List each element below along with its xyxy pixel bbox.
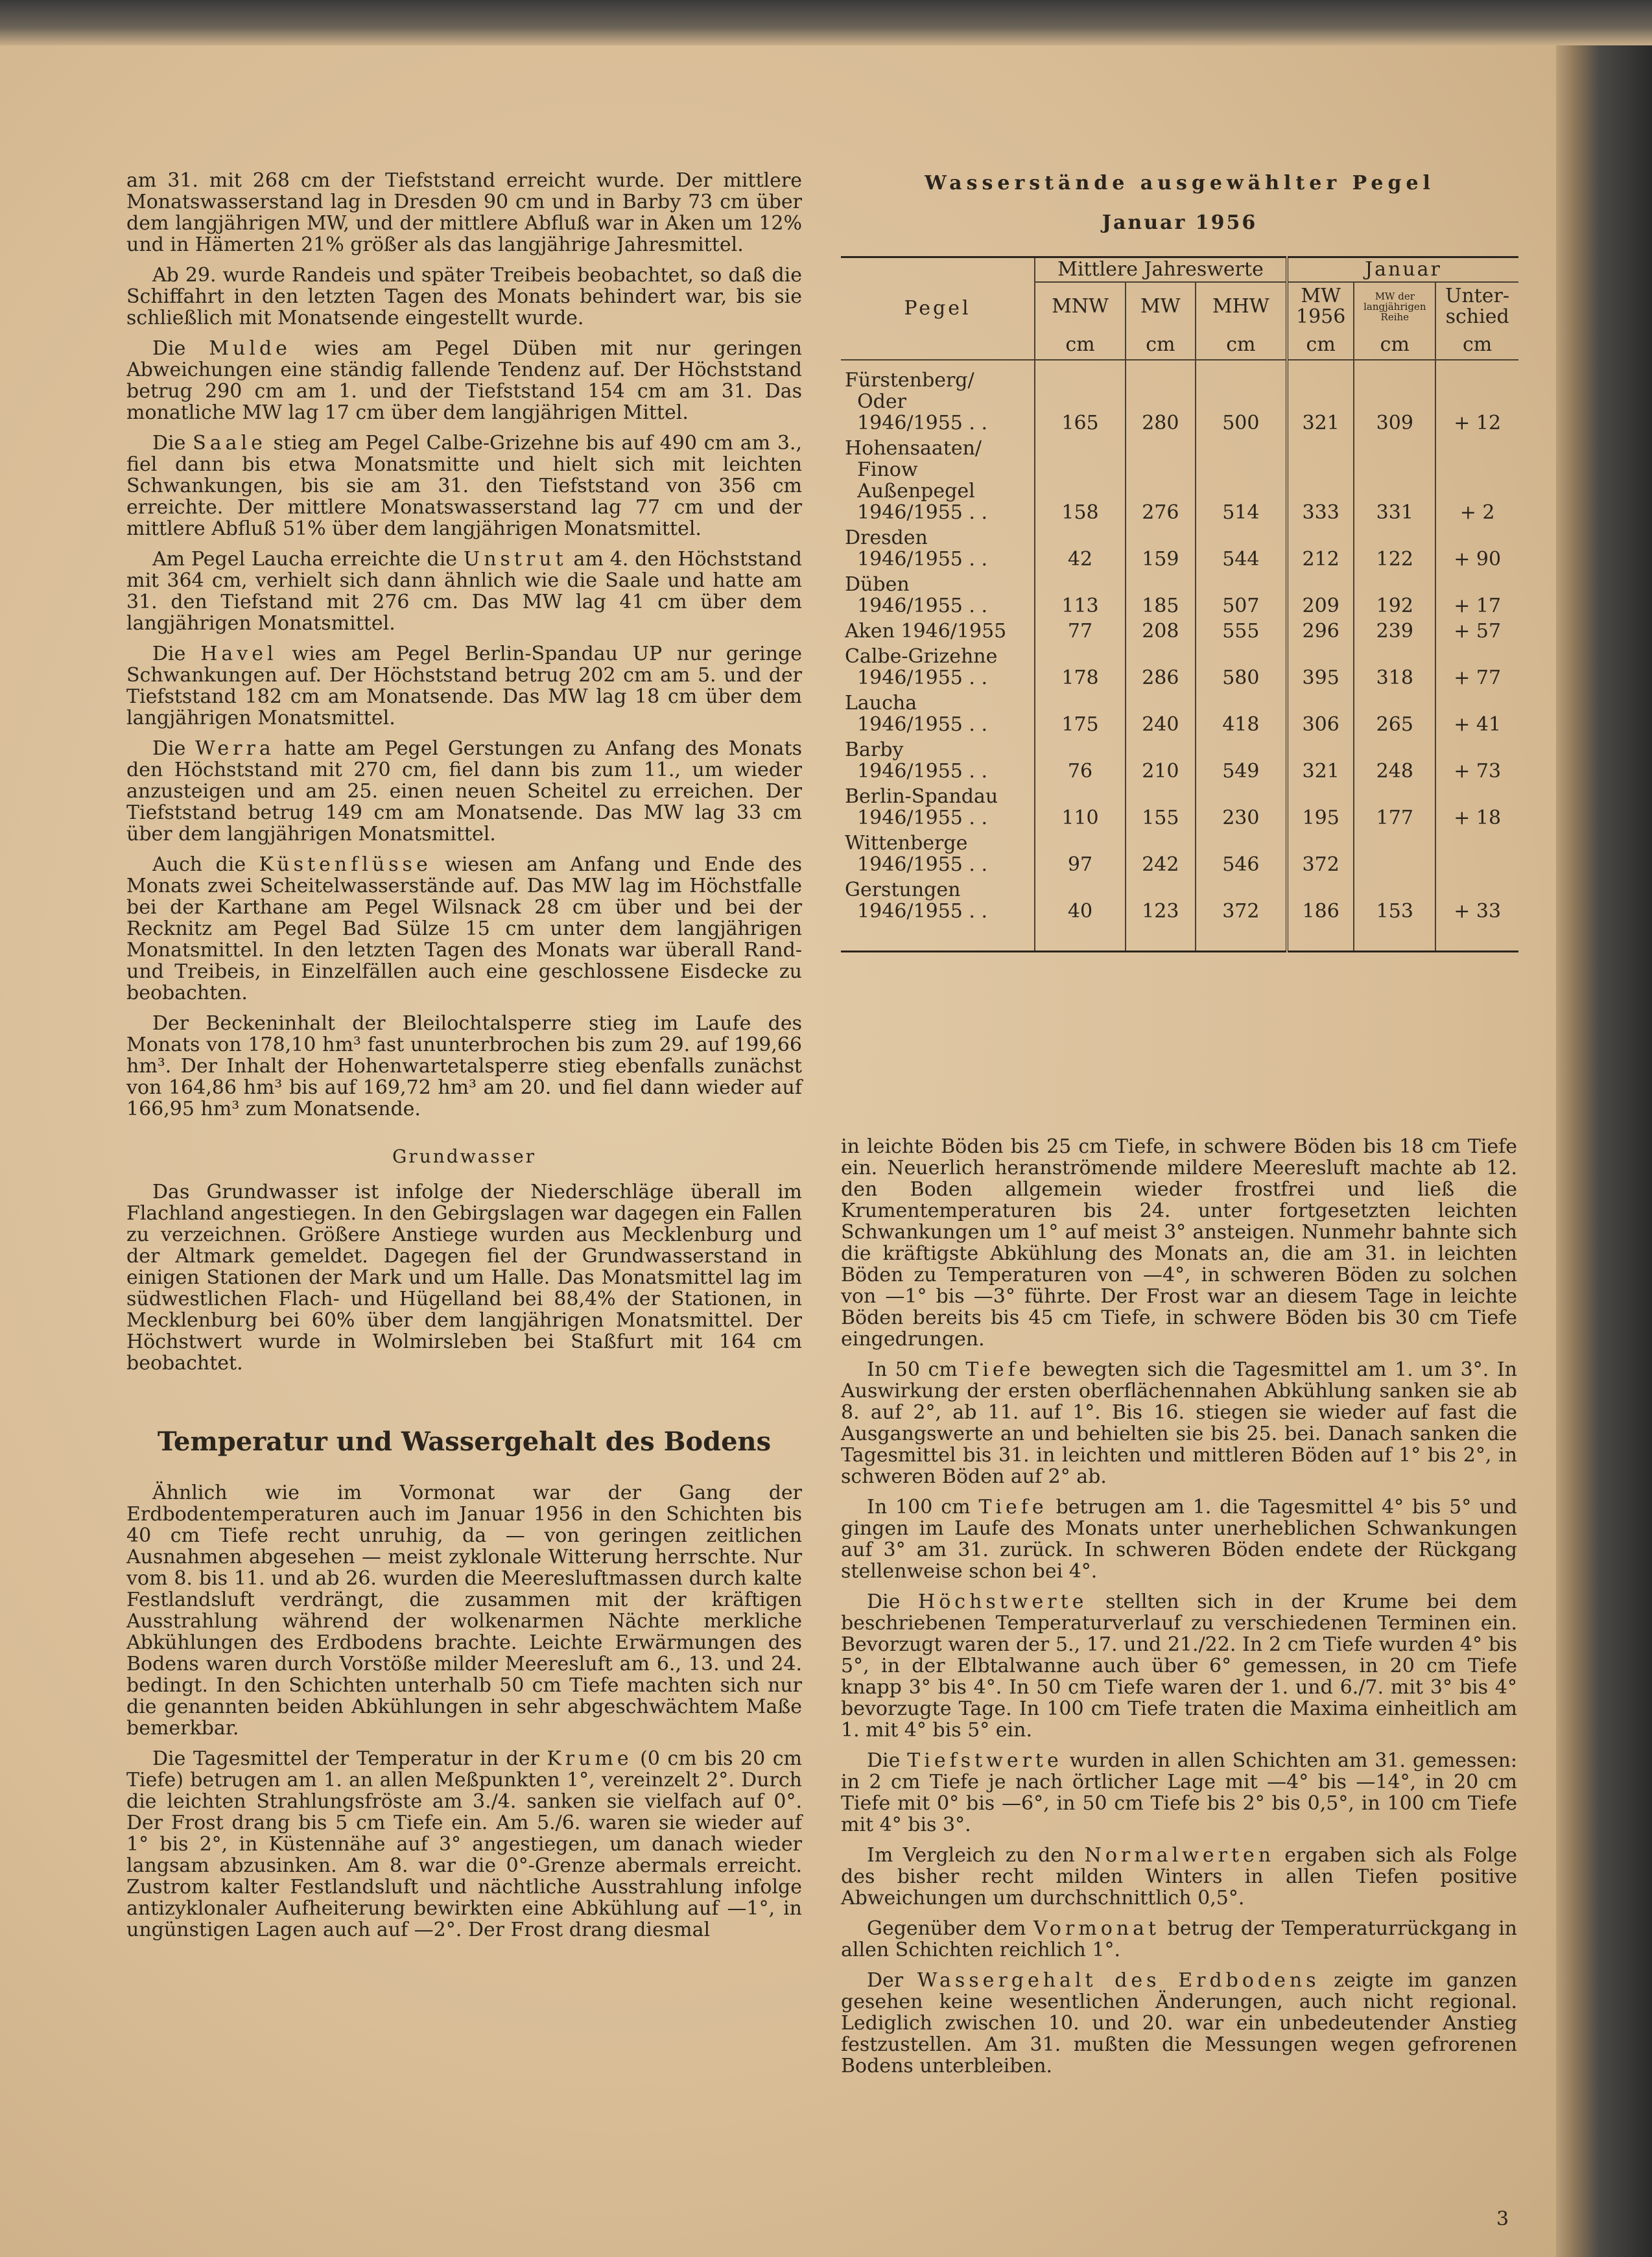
- cell-mhw: 549: [1196, 738, 1287, 785]
- section-heading-temperatur: Temperatur und Wassergehalt des Bodens: [157, 1426, 772, 1457]
- cell-pegel: Düben 1946/1955 . .: [841, 573, 1035, 619]
- table-row: [841, 436, 1518, 526]
- unit-mw-1956: cm: [1287, 331, 1354, 360]
- col-header-unterschied: Unter- schied: [1435, 282, 1518, 331]
- cell-unterschied: + 12: [1435, 360, 1518, 436]
- unit-mhw: cm: [1196, 331, 1287, 360]
- cell-mw-1956: 395: [1287, 644, 1354, 691]
- cell-unterschied: + 77: [1435, 644, 1518, 691]
- table-row: [841, 619, 1518, 644]
- col-header-pegel: Pegel: [841, 257, 1035, 360]
- cell-mhw: 230: [1196, 785, 1287, 831]
- table-row: [841, 573, 1518, 619]
- cell-mnw: 178: [1035, 644, 1126, 691]
- scan-top-edge: [0, 0, 1652, 45]
- col-group-jahreswerte: Mittlere Jahreswerte: [1035, 257, 1287, 283]
- table-row: [841, 831, 1518, 878]
- page-number: 3: [1496, 2208, 1509, 2230]
- table-row: [841, 360, 1518, 436]
- cell-mw: 155: [1126, 785, 1196, 831]
- cell-mhw: 555: [1196, 619, 1287, 644]
- paragraph-bodentemperatur: Ähnlich wie im Vormonat war der Gang der Erdbodentemperaturen auch im Januar 1956 in den Schichten bis 40 cm Tiefe recht unruhig, da — von geringen zeitlichen Ausnahmen abgesehen — meist zyklonale Witterung herrschte. Nur vom 8. bis 11. und ab 26. wurden die Meeresluftmassen durch kalte Festlandsluft verdrängt, die zusammen mit der kräftigen Ausstrahlung während der wolkenarmen Nächte merkliche Abkühlungen des Erdbodens brachte. Leichte Erwärmungen des Bodens waren durch Vorstöße milder Meeresluft am 6., 13. und 24. bedingt. In den Schichten unterhalb 50 cm Tiefe machten sich nur die genannten beiden Abkühlungen in sehr abgeschwächtem Maße bemerkbar.: [126, 1482, 802, 1740]
- cell-mw: 242: [1126, 831, 1196, 878]
- cell-pegel: Gerstungen 1946/1955 . .: [841, 878, 1035, 952]
- paragraph-havel: Die Havel wies am Pegel Berlin-Spandau UP nur geringe Schwankungen auf. Der Höchststand betrug 202 cm am 5. und der Tiefststand 182 cm am Monatsende. Das MW lag 18 cm über dem langjährigen Monatsmittel.: [126, 643, 802, 729]
- book-binding-edge: [1556, 0, 1652, 2257]
- cell-unterschied: + 17: [1435, 573, 1518, 619]
- paragraph-elbe-continued: am 31. mit 268 cm der Tiefststand erreicht wurde. Der mittlere Monatswasserstand lag in Dresden 90 cm und in Barby 73 cm über dem langjährigen MW, und der mittlere Abfluß war in Aken um 12% und in Hämerten 21% größer als das langjährige Jahresmittel.: [126, 169, 802, 256]
- col-header-mw-1956: MW 1956: [1287, 282, 1354, 331]
- left-column: [126, 170, 802, 1950]
- cell-unterschied: + 90: [1435, 526, 1518, 573]
- table-row: [841, 644, 1518, 691]
- cell-mnw: 42: [1035, 526, 1126, 573]
- cell-mhw: 372: [1196, 878, 1287, 952]
- cell-pegel: Dresden 1946/1955 . .: [841, 526, 1035, 573]
- cell-pegel: Calbe-Grizehne 1946/1955 . .: [841, 644, 1035, 691]
- paragraph-ice: Ab 29. wurde Randeis und später Treibeis beobachtet, so daß die Schiffahrt in den letzten Tagen des Monats behindert war, bis sie schließlich mit Monatsende eingestellt wurde.: [126, 264, 802, 329]
- col-header-mnw: MNW: [1035, 282, 1126, 331]
- paragraph-unstrut: Am Pegel Laucha erreichte die Unstrut am 4. den Höchststand mit 364 cm, verhielt sich dann ähnlich wie die Saale und hatte am 31. den Tiefstand mit 276 cm. Das MW lag 41 cm über dem langjährigen Monatsmittel.: [126, 548, 802, 635]
- cell-mnw: 40: [1035, 878, 1126, 952]
- table-row: [841, 738, 1518, 785]
- cell-mw: 208: [1126, 619, 1196, 644]
- cell-unterschied: [1435, 831, 1518, 878]
- col-header-mhw: MHW: [1196, 282, 1287, 331]
- cell-mhw: 507: [1196, 573, 1287, 619]
- cell-pegel: Fürstenberg/ Oder 1946/1955 . .: [841, 360, 1035, 436]
- cell-mw: 210: [1126, 738, 1196, 785]
- col-header-mw: MW: [1126, 282, 1196, 331]
- table-row: [841, 878, 1518, 952]
- cell-mw-1956: 321: [1287, 738, 1354, 785]
- cell-mw-langjaehrig: 192: [1354, 573, 1435, 619]
- water-level-table-block: [841, 172, 1518, 952]
- cell-mnw: 77: [1035, 619, 1126, 644]
- cell-mw-langjaehrig: 248: [1354, 738, 1435, 785]
- cell-unterschied: + 2: [1435, 436, 1518, 526]
- cell-mw-1956: 333: [1287, 436, 1354, 526]
- col-header-mw-langjaehrig: MW der langjährigen Reihe: [1354, 282, 1435, 331]
- cell-mw: 280: [1126, 360, 1196, 436]
- cell-mw-1956: 296: [1287, 619, 1354, 644]
- cell-mw-1956: 195: [1287, 785, 1354, 831]
- cell-mw-langjaehrig: 265: [1354, 691, 1435, 738]
- unit-mw-langjaehrig: cm: [1354, 331, 1435, 360]
- cell-mw-1956: 209: [1287, 573, 1354, 619]
- cell-pegel: Berlin-Spandau 1946/1955 . .: [841, 785, 1035, 831]
- cell-mhw: 514: [1196, 436, 1287, 526]
- cell-mhw: 544: [1196, 526, 1287, 573]
- paragraph-100cm: In 100 cm Tiefe betrugen am 1. die Tagesmittel 4° bis 5° und gingen im Laufe des Monats unter unerheblichen Schwankungen auf 3° am 31. zurück. In schweren Böden endete der Rückgang stellenweise schon bei 4°.: [841, 1496, 1517, 1583]
- unit-unterschied: cm: [1435, 331, 1518, 360]
- paragraph-normalwerte: Im Vergleich zu den Normalwerten ergaben sich als Folge des bisher recht milden Winters in allen Tiefen positive Abweichungen um durchschnittlich 0,5°.: [841, 1844, 1517, 1909]
- table-row: [841, 526, 1518, 573]
- paragraph-krume: Die Tagesmittel der Temperatur in der Krume (0 cm bis 20 cm Tiefe) betrugen am 1. an allen Meßpunkten 1°, vereinzelt 2°. Durch die leichten Strahlungsfröste am 3./4. sanken sie vielfach auf 0°. Der Frost drang bis 5 cm Tiefe ein. Am 5./6. waren sie wieder auf 1° bis 2°, in Küstennähe auf 3° angestiegen, um danach wieder langsam abzusinken. Am 8. war die 0°-Grenze abermals erreicht. Zustrom kalter Festlandsluft und nächtliche Ausstrahlung infolge antizyklonaler Aufheiterung bewirkten eine Abkühlung auf —1°, in ungünstigen Lagen auch auf —2°. Der Frost drang diesmal: [126, 1747, 802, 1941]
- cell-mhw: 580: [1196, 644, 1287, 691]
- water-level-table: [841, 256, 1518, 952]
- col-group-januar: Januar: [1287, 257, 1518, 283]
- cell-pegel: Laucha 1946/1955 . .: [841, 691, 1035, 738]
- cell-mw-langjaehrig: 153: [1354, 878, 1435, 952]
- cell-mw-1956: 321: [1287, 360, 1354, 436]
- cell-mnw: 175: [1035, 691, 1126, 738]
- cell-mw-langjaehrig: 177: [1354, 785, 1435, 831]
- cell-unterschied: + 41: [1435, 691, 1518, 738]
- cell-mhw: 500: [1196, 360, 1287, 436]
- unit-mnw: cm: [1035, 331, 1126, 360]
- cell-mw-langjaehrig: 318: [1354, 644, 1435, 691]
- cell-unterschied: + 57: [1435, 619, 1518, 644]
- table-subtitle: Januar 1956: [1102, 211, 1258, 234]
- paragraph-tiefstwerte: Die Tiefstwerte wurden in allen Schichten am 31. gemessen: in 2 cm Tiefe je nach örtlicher Lage mit —4° bis —14°, in 20 cm Tiefe mit 0° bis —6°, in 50 cm Tiefe bis 2° bis 0,5°, in 100 cm Tiefe mit 4° bis 3°.: [841, 1749, 1518, 1836]
- cell-pegel: Aken 1946/1955: [841, 619, 1035, 644]
- table-row: [841, 785, 1518, 831]
- cell-mnw: 165: [1035, 360, 1126, 436]
- cell-mw-langjaehrig: 122: [1354, 526, 1435, 573]
- cell-mw-langjaehrig: 239: [1354, 619, 1435, 644]
- cell-mhw: 546: [1196, 831, 1287, 878]
- cell-pegel: Wittenberge 1946/1955 . .: [841, 831, 1035, 878]
- cell-mnw: 158: [1035, 436, 1126, 526]
- paragraph-kuestenfluesse: Auch die Küstenflüsse wiesen am Anfang und Ende des Monats zwei Scheitelwasserstände auf. Das MW lag im Höchstfalle bei der Karthane am Pegel Wilsnack 28 cm über und bei der Recknitz am Pegel Bad Sülze 15 cm unter dem langjährigen Monatsmittel. In den letzten Tagen des Monats war überall Rand- und Treibeis, in Einzelfällen auch eine geschlossene Eisdecke zu beobachten.: [126, 853, 802, 1004]
- cell-mw: 240: [1126, 691, 1196, 738]
- paragraph-hoechstwerte: Die Höchstwerte stellten sich in der Krume bei dem beschriebenen Temperaturverlauf zu verschiedenen Terminen ein. Bevorzugt waren der 5., 17. und 21./22. In 2 cm Tiefe wurden 4° bis 5°, in der Elbtalwanne auch über 6° gemessen, in 20 cm Tiefe knapp 3° bis 4°. In 50 cm Tiefe waren der 1. und 6./7. mit 3° bis 4° bevorzugte Tage. In 100 cm Tiefe traten die Maxima einheitlich am 1. mit 4° bis 5° ein.: [841, 1590, 1518, 1742]
- cell-pegel: Hohensaaten/ Finow Außenpegel 1946/1955 . .: [841, 436, 1035, 526]
- cell-mw-langjaehrig: 309: [1354, 360, 1435, 436]
- cell-mw-langjaehrig: [1354, 831, 1435, 878]
- cell-mw: 276: [1126, 436, 1196, 526]
- paragraph-talsperren: Der Beckeninhalt der Bleilochtalsperre stieg im Laufe des Monats von 178,10 hm³ fast ununterbrochen bis zum 29. auf 199,66 hm³. Der Inhalt der Hohenwartetalsperre stieg ebenfalls zunächst von 164,86 hm³ bis auf 169,72 hm³ am 20. und fiel dann wieder auf 166,95 hm³ zum Monatsende.: [126, 1012, 802, 1120]
- cell-mw: 159: [1126, 526, 1196, 573]
- paragraph-frost-continued: in leichte Böden bis 25 cm Tiefe, in schwere Böden bis 18 cm Tiefe ein. Neuerlich heranströmende mildere Meeresluft machte ab 12. den Boden allgemein wieder frostfrei und ließ die Krumentemperaturen bis 24. unter fortgesetzten leichten Schwankungen um 1° auf meist 3° ansteigen. Nunmehr bahnte sich die kräftigste Abkühlung des Monats an, die am 31. in leichten Böden zu Temperaturen von —4°, in schweren Böden zu solchen von —1° bis —3° führte. Der Frost war an diesem Tage in leichte Böden bereits bis 45 cm Tiefe, in schwere Böden bis 30 cm Tiefe eingedrungen.: [841, 1135, 1517, 1351]
- paragraph-wassergehalt: Der Wassergehalt des Erdbodens zeigte im ganzen gesehen keine wesentlichen Änderungen, auch nicht regional. Lediglich zwischen 10. und 20. war ein unbedeutender Anstieg festzustellen. Am 31. mußten die Messungen wegen gefrorenen Bodens unterbleiben.: [841, 1969, 1517, 2077]
- table-row: [841, 691, 1518, 738]
- paragraph-grundwasser: Das Grundwasser ist infolge der Niederschläge überall im Flachland angestiegen. In den Gebirgslagen war dagegen ein Fallen zu verzeichnen. Größere Anstiege wurden aus Mecklenburg und der Altmark gemeldet. Dagegen fiel der Grundwasserstand in einigen Stationen der Mark und um Halle. Das Monatsmittel lag im südwestlichen Flach- und Hügelland bei 88,4% der Stationen, in Mecklenburg bei 60% über dem langjährigen Monatsmittel. Der Höchstwert wurde in Wolmirsleben bei Staßfurt mit 164 cm beobachtet.: [126, 1181, 802, 1375]
- table-title: Wasserstände ausgewählter Pegel: [925, 172, 1435, 195]
- cell-mw: 123: [1126, 878, 1196, 952]
- cell-mw-1956: 306: [1287, 691, 1354, 738]
- paragraph-saale: Die Saale stieg am Pegel Calbe-Grizehne bis auf 490 cm am 3., fiel dann bis etwa Monatsmitte und hielt sich mit leichten Schwankungen, bis sie am 31. den Tiefststand von 356 cm erreichte. Der mittlere Monatswasserstand lag 77 cm und der mittlere Abfluß 51% über dem langjährigen Monatsmittel.: [126, 432, 802, 540]
- paragraph-vormonat: Gegenüber dem Vormonat betrug der Temperaturrückgang in allen Schichten reichlich 1°.: [841, 1917, 1517, 1961]
- cell-unterschied: + 33: [1435, 878, 1518, 952]
- cell-mnw: 110: [1035, 785, 1126, 831]
- cell-mnw: 97: [1035, 831, 1126, 878]
- cell-mw-langjaehrig: 331: [1354, 436, 1435, 526]
- cell-mw-1956: 186: [1287, 878, 1354, 952]
- cell-unterschied: + 18: [1435, 785, 1518, 831]
- cell-mnw: 76: [1035, 738, 1126, 785]
- paragraph-mulde: Die Mulde wies am Pegel Düben mit nur geringen Abweichungen eine ständig fallende Tendenz auf. Der Höchststand betrug 290 cm am 1. und der Tiefststand 154 cm am 31. Das monatliche MW lag 17 cm über dem langjährigen Mittel.: [126, 337, 802, 424]
- cell-mnw: 113: [1035, 573, 1126, 619]
- cell-mw-1956: 372: [1287, 831, 1354, 878]
- cell-mw-1956: 212: [1287, 526, 1354, 573]
- right-column: [841, 1136, 1517, 2086]
- cell-mw: 286: [1126, 644, 1196, 691]
- section-heading-grundwasser: Grundwasser: [392, 1146, 537, 1167]
- cell-unterschied: + 73: [1435, 738, 1518, 785]
- cell-pegel: Barby 1946/1955 . .: [841, 738, 1035, 785]
- unit-mw: cm: [1126, 331, 1196, 360]
- paragraph-50cm: In 50 cm Tiefe bewegten sich die Tagesmittel am 1. um 3°. In Auswirkung der ersten oberflächennahen Abkühlung sanken sie ab 8. auf 2°, ab 11. auf 1°. Bis 16. stiegen sie wieder auf fast die Ausgangswerte an und behielten sie bis 25. bei. Danach sanken die Tagesmittel bis 31. in leichten und mittleren Böden auf 1° bis 2°, in schweren Böden auf 2° ab.: [841, 1358, 1517, 1488]
- cell-mw: 185: [1126, 573, 1196, 619]
- cell-mhw: 418: [1196, 691, 1287, 738]
- paragraph-werra: Die Werra hatte am Pegel Gerstungen zu Anfang des Monats den Höchststand mit 270 cm, fiel dann bis zum 11., um wieder anzusteigen und am 25. einen neuen Scheitel zu erreichen. Der Tiefststand betrug 149 cm am Monatsende. Das MW lag 33 cm über dem langjährigen Monatsmittel.: [126, 737, 802, 845]
